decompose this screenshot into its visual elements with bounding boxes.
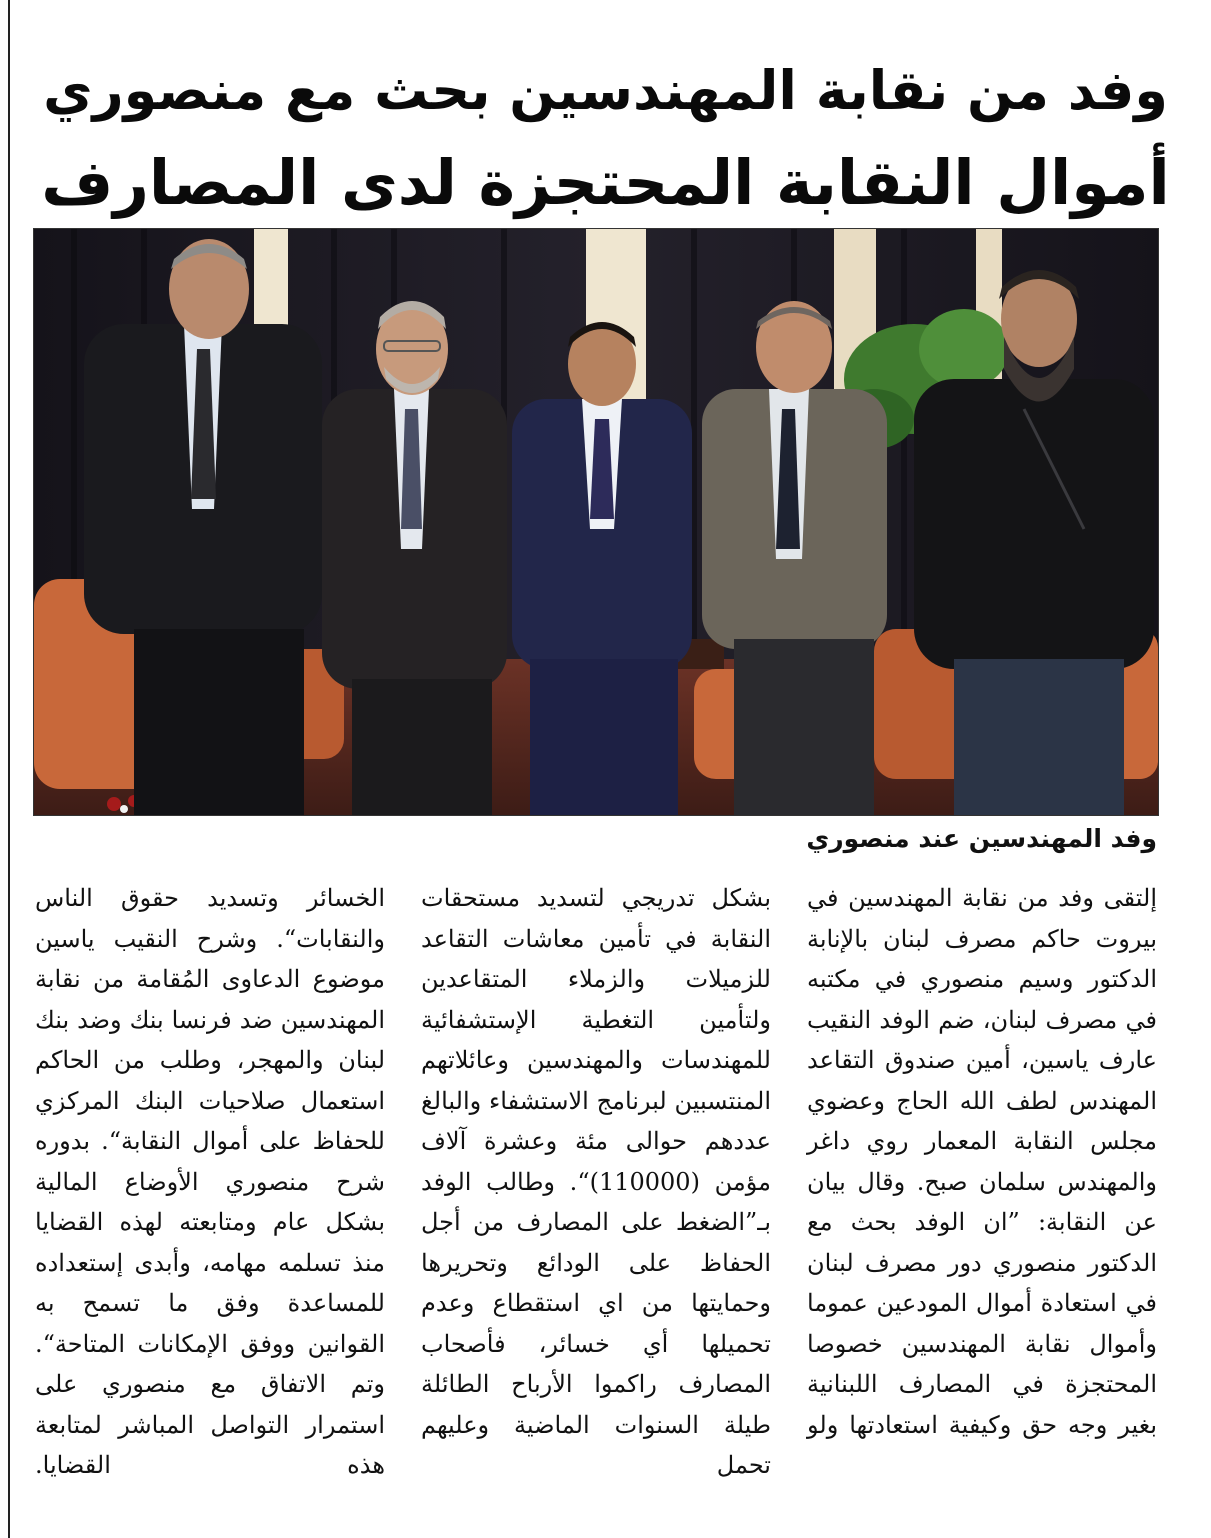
headline-line-2: أموال النقابة المحتجزة لدى المصارف	[41, 146, 1170, 220]
article-column-2	[421, 878, 771, 1486]
article-column-3	[35, 878, 385, 1486]
photo-illustration	[34, 229, 1158, 815]
article-column-1	[807, 878, 1157, 1445]
article-paragraph: إلتقى وفد من نقابة المهندسين في بيروت حاكم مصرف لبنان بالإنابة الدكتور وسيم منصوري في مكتبه في مصرف لبنان، ضم الوفد النقيب عارف ياسين، أمين صندوق التقاعد المهندس لطف الله الحاج وعضوي مجلس النقابة المعمار روي داغر والمهندس سلمان صبح. وقال بيان عن النقابة: ”ان الوفد بحث مع الدكتور منصوري دور مصرف لبنان في استعادة أموال المودعين عموما وأموال نقابة المهندسين خصوصا المحتجزة في المصارف اللبنانية بغير وجه حق وكيفية استعادتها ولو	[807, 884, 1157, 1439]
headline-line-1: وفد من نقابة المهندسين بحث مع منصوري	[43, 59, 1168, 123]
article-photo	[33, 228, 1159, 816]
photo-caption: وفد المهندسين عند منصوري	[806, 824, 1157, 853]
article-paragraph: الخسائر وتسديد حقوق الناس والنقابات“. وشرح النقيب ياسين موضوع الدعاوى المُقامة من نقابة المهندسين ضد فرنسا بنك وضد بنك لبنان والمهجر، وطلب من الحاكم استعمال صلاحيات البنك المركزي للحفاظ على أموال النقابة“. بدوره شرح منصوري الأوضاع المالية بشكل عام ومتابعته لهذه القضايا منذ تسلمه مهامه، وأبدى إستعداده للمساعدة وفق ما تسمح به القوانين ووفق الإمكانات المتاحة“. وتم الاتفاق مع منصوري على استمرار التواصل المباشر لمتابعة هذه القضايا.	[35, 884, 385, 1479]
article-body	[33, 878, 1157, 1538]
article-headline	[40, 45, 1171, 229]
page-left-rule	[8, 0, 10, 1538]
article-paragraph: بشكل تدريجي لتسديد مستحقات النقابة في تأمين معاشات التقاعد للزميلات والزملاء المتقاعدين ولتأمين التغطية الإستشفائية للمهندسات والمهندسين وعائلاتهم المنتسبين لبرنامج الاستشفاء والبالغ عددهم حوالى مئة وعشرة آلاف مؤمن (110000)“. وطالب الوفد بـ”الضغط على المصارف من أجل الحفاظ على الودائع وتحريرها وحمايتها من اي استقطاع وعدم تحميلها أي خسائر، فأصحاب المصارف راكموا الأرباح الطائلة طيلة السنوات الماضية وعليهم تحمل	[421, 884, 771, 1479]
